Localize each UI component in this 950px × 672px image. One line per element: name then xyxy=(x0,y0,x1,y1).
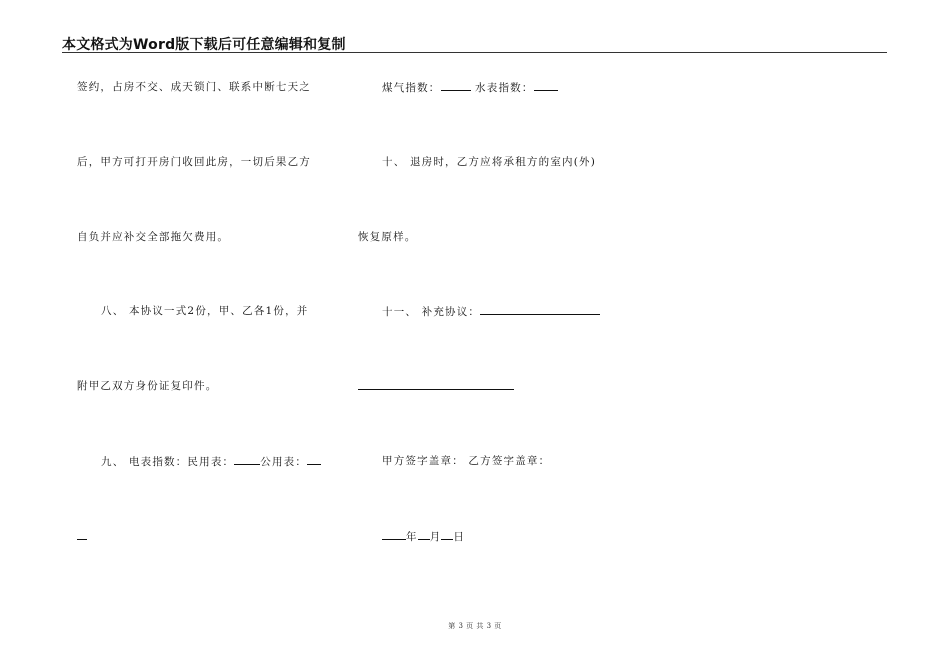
clause-9-meter-readings xyxy=(101,454,321,469)
month-label: 月 xyxy=(429,531,442,543)
clause-8-line-2: 附甲乙双方身份证复印件。 xyxy=(77,380,218,392)
page-number-footer: 第 3 页 共 3 页 xyxy=(448,622,502,630)
clause-8-line-1: 八、 本协议一式2份，甲、乙各1份，并 xyxy=(101,305,309,317)
clause-10-line-1: 十、 退房时，乙方应将承租方的室内(外) xyxy=(382,156,597,168)
water-meter-label: 水表指数： xyxy=(470,82,534,94)
signature-date xyxy=(382,529,465,544)
clause-9-continuation xyxy=(77,529,87,544)
left-line-2: 后，甲方可打开房门收回此房，一切后果乙方 xyxy=(77,156,311,168)
public-meter-blank xyxy=(307,454,321,465)
supplement-blank xyxy=(480,304,600,315)
left-line-3: 自负并应补交全部拖欠费用。 xyxy=(77,231,230,243)
year-label: 年 xyxy=(406,531,418,543)
gas-meter-blank xyxy=(441,80,471,91)
header-divider xyxy=(62,52,887,53)
clause-11-label: 十一、 补充协议： xyxy=(382,306,481,318)
civil-meter-blank xyxy=(234,454,260,465)
month-blank xyxy=(418,529,430,540)
clause-11-supplement xyxy=(382,304,600,319)
gas-meter-label: 煤气指数： xyxy=(382,82,441,94)
clause-10-line-2: 恢复原样。 xyxy=(358,231,417,243)
water-meter-blank xyxy=(534,80,558,91)
left-line-1: 签约，占房不交、成天锁门、联系中断七天之 xyxy=(77,81,311,93)
supplement-blank-continued xyxy=(358,379,514,390)
public-meter-blank-continued xyxy=(77,529,87,540)
day-blank xyxy=(441,529,453,540)
day-label: 日 xyxy=(453,531,466,543)
clause-11-continuation xyxy=(358,379,514,394)
public-meter-label: 公用表： xyxy=(260,456,308,468)
document-header-title: 本文格式为Word版下载后可任意编辑和复制 xyxy=(62,37,346,53)
signature-labels: 甲方签字盖章： 乙方签字盖章： xyxy=(382,455,551,467)
gas-water-meter-readings xyxy=(382,80,558,95)
year-blank xyxy=(382,529,406,540)
clause-9-prefix: 九、 电表指数：民用表： xyxy=(101,456,235,468)
